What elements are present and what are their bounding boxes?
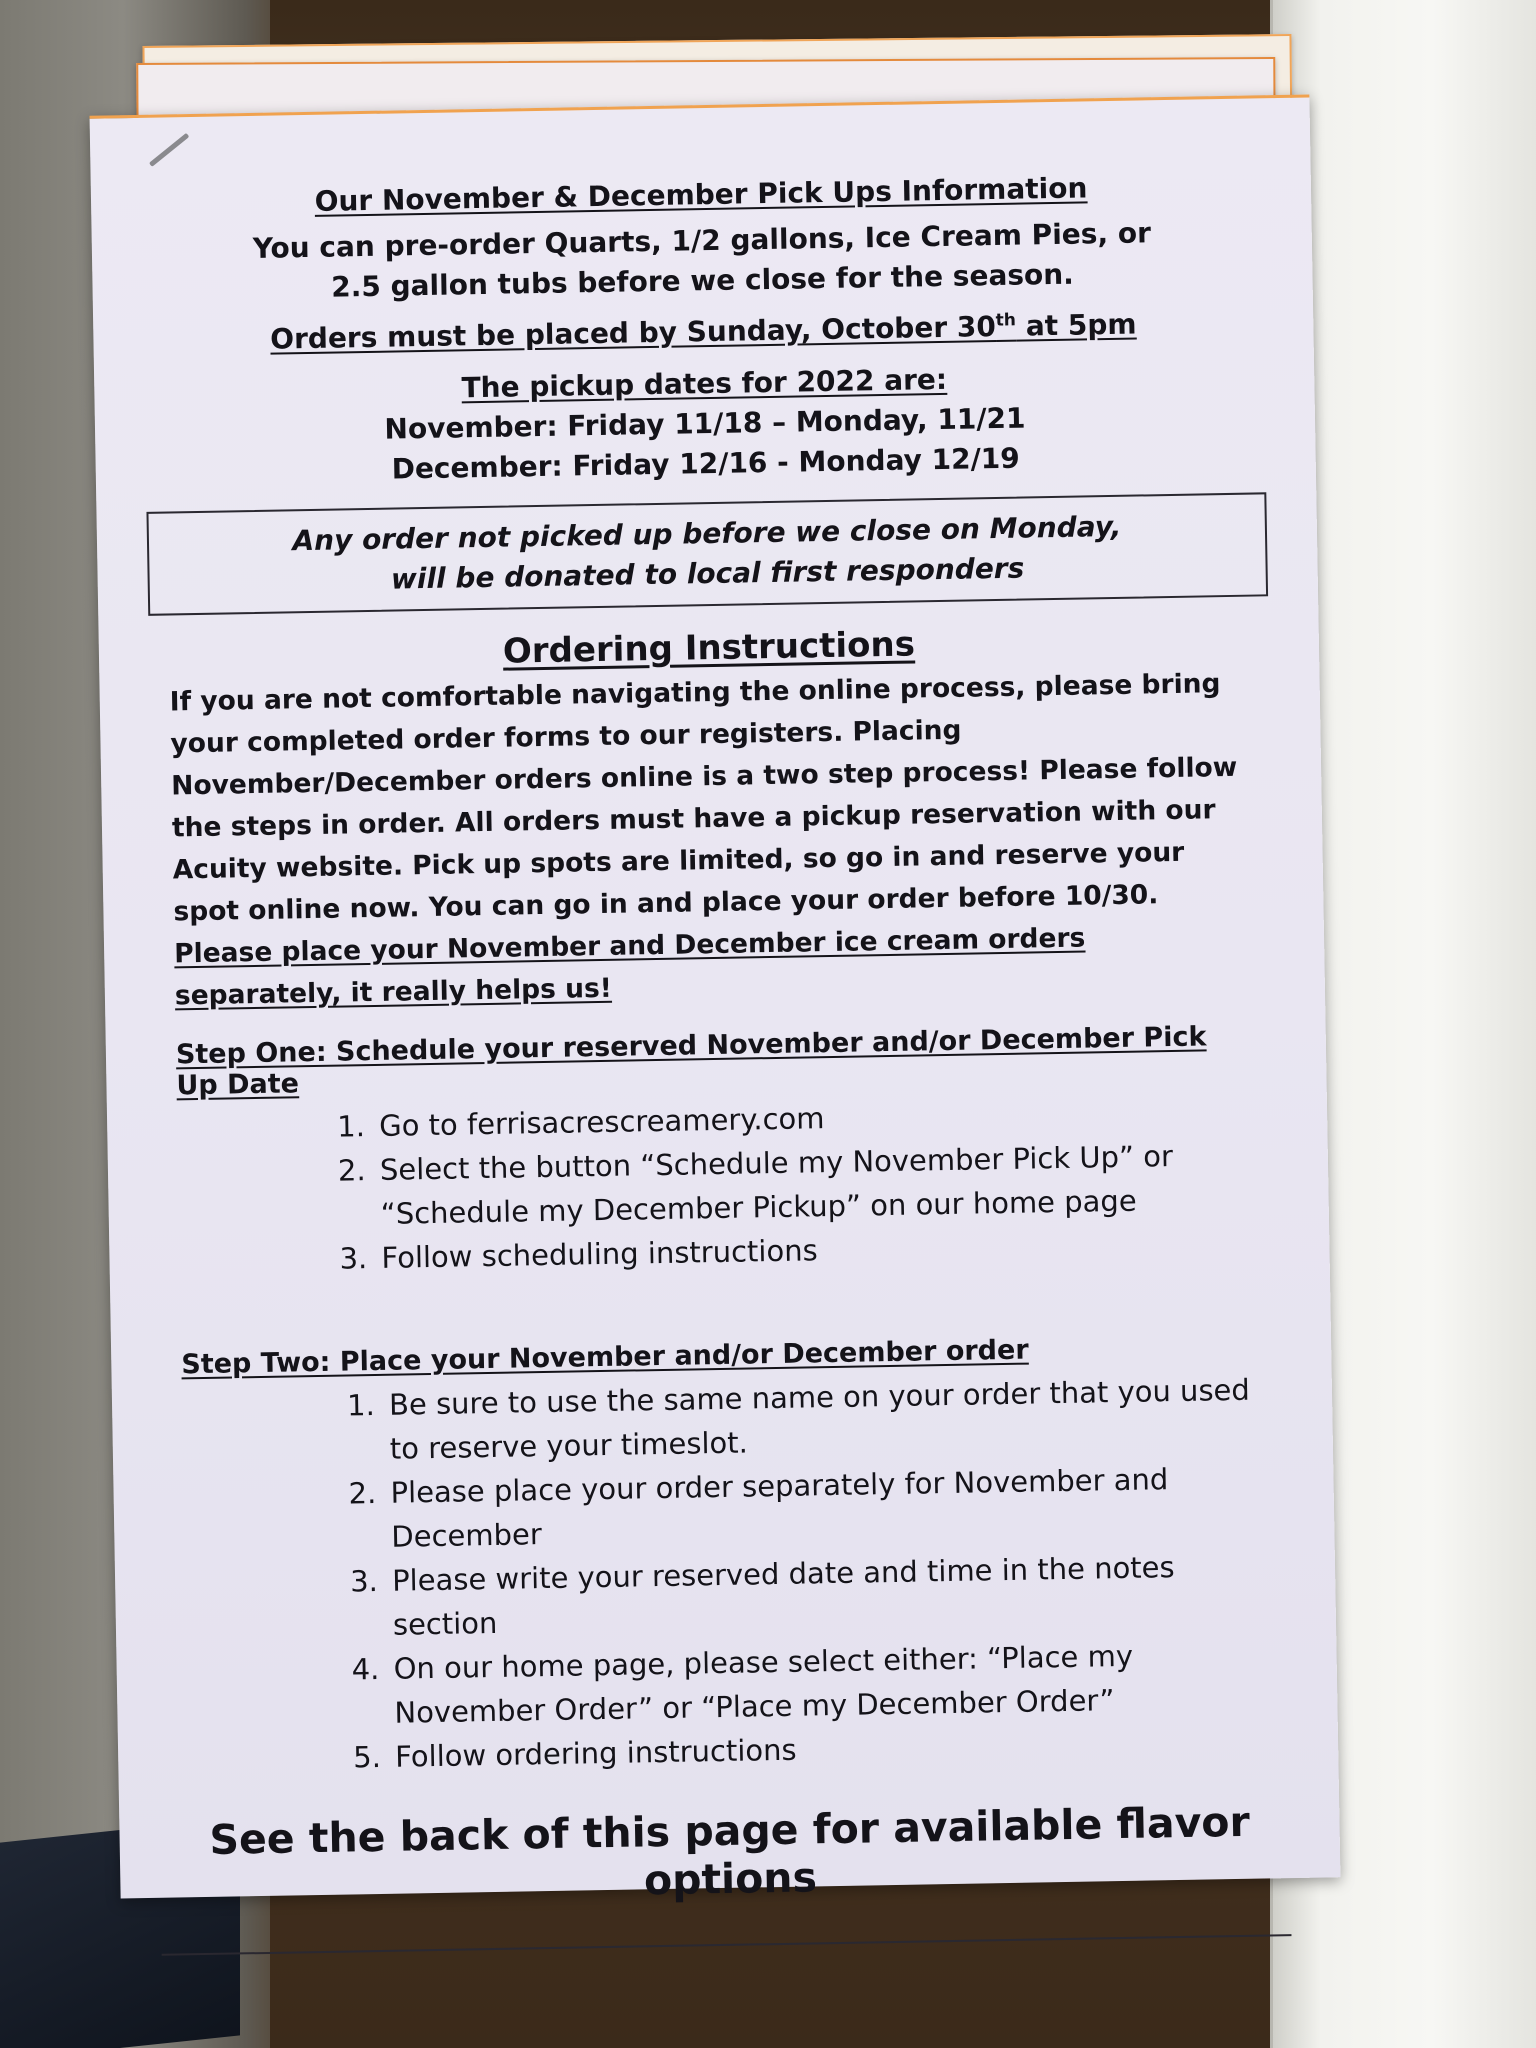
notice-line-1: Any order not picked up before we close on Monday, (292, 509, 1122, 558)
list-item: 4. On our home page, please select either: “Place my November Order” or “Place my December Order” (351, 1638, 1134, 1730)
staple (149, 133, 189, 167)
instructions-title: Ordering Instructions (502, 624, 916, 672)
step-one-heading: Step One: Schedule your reserved November and/or December Pick Up Date (175, 1021, 1207, 1102)
list-item: 2. Select the button “Schedule my November Pick Up” or “Schedule my December Pickup” on our home page (337, 1139, 1174, 1231)
order-deadline: Orders must be placed by Sunday, October 30th at 5pm (269, 307, 1137, 356)
pickup-dates-title: The pickup dates for 2022 are: (461, 362, 948, 405)
lead-line-2: 2.5 gallon tubs before we close for the season. (330, 257, 1075, 304)
notice-line-2: will be donated to local first responders (390, 551, 1025, 596)
flyer-content (161, 169, 1272, 1954)
footer-note: See the back of this page for available flavor options (209, 1797, 1251, 1905)
step-two-heading: Step Two: Place your November and/or December order (181, 1334, 1029, 1381)
list-item: 1. Go to ferrisacrescreamery.com (336, 1101, 825, 1144)
list-item: 5. Follow ordering instructions (352, 1732, 797, 1775)
notice-box (146, 492, 1268, 616)
list-item: 2. Please place your order separately for November and December (348, 1462, 1169, 1554)
list-item: 3. Follow scheduling instructions (339, 1233, 818, 1276)
flyer-page (90, 94, 1341, 1905)
pickup-december: December: Friday 12/16 - Monday 12/19 (391, 441, 1021, 486)
instructions-body: If you are not comfortable navigating the online process, please bring your completed order forms to our registers. Placing November/December orders online is a two step process! Please follow the steps in order. All orders must have a pickup reservation with our Acuity website. Pick up spots are limited, so go in and reserve your spot online now. You can go in and place your order before 10/30. Please place your November and December ice cream orders separately, it really helps us! (169, 668, 1238, 1012)
page-title: Our November & December Pick Ups Information (314, 171, 1088, 218)
pickup-november: November: Friday 11/18 – Monday, 11/21 (384, 401, 1026, 446)
lead-line-1: You can pre-order Quarts, 1/2 gallons, Ice Cream Pies, or (252, 216, 1152, 265)
instructions-emphasis: Please place your November and December ice cream orders separately, it really helps us! (173, 922, 1086, 1012)
list-item: 1. Be sure to use the same name on your order that you used to reserve your timeslot. (346, 1372, 1251, 1466)
step-two-list (182, 1368, 1269, 1783)
list-item: 3. Please write your reserved date and time in the notes section (349, 1550, 1175, 1642)
step-one-list (177, 1089, 1260, 1284)
